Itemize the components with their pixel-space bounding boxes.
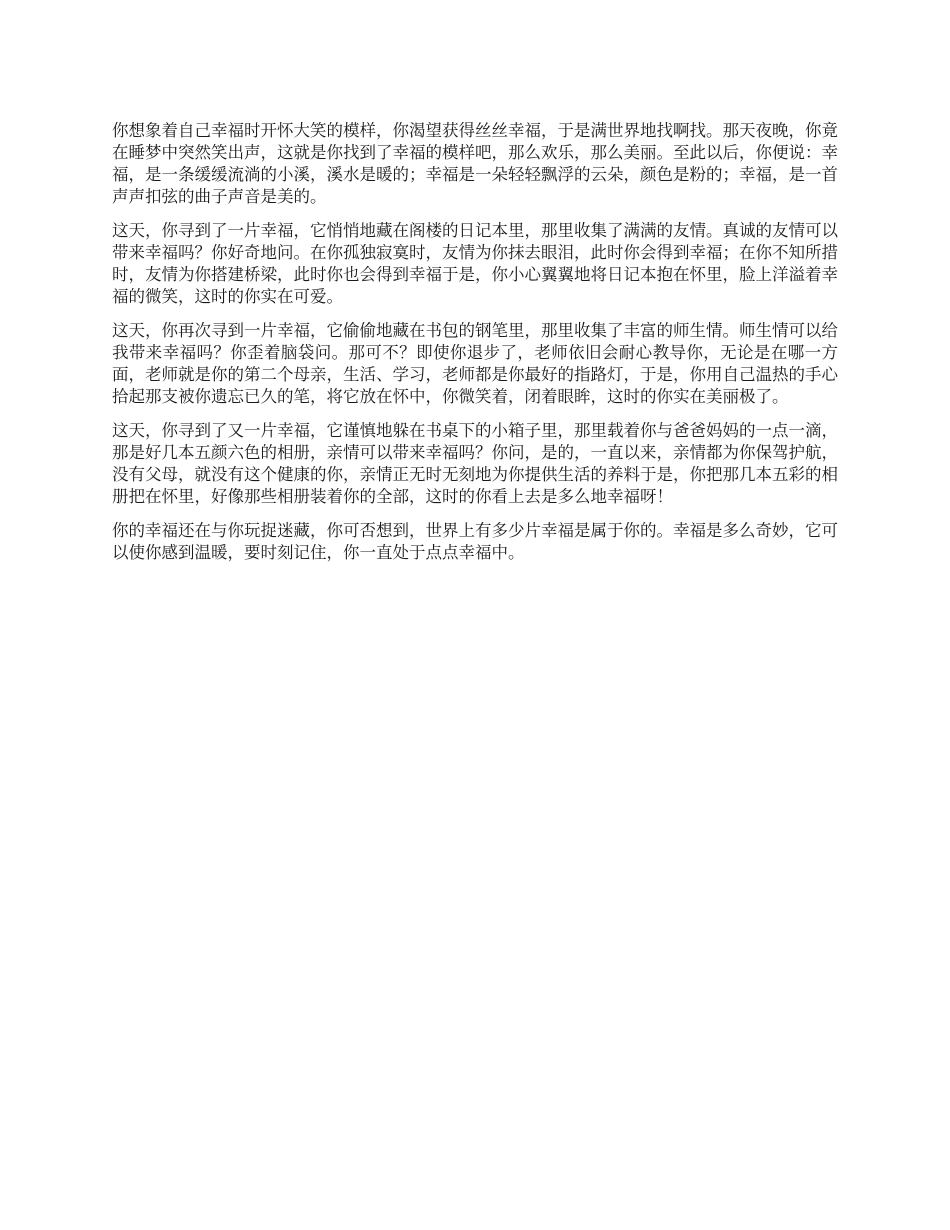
paragraph-4: 这天，你寻到了又一片幸福，它谨慎地躲在书桌下的小箱子里，那里载着你与爸爸妈妈的一点一滴，那是好几本五颜六色的相册，亲情可以带来幸福吗？你问，是的，一直以来，亲情都为你保驾护航，没有父母，就没有这个健康的你，亲情正无时无刻地为你提供生活的养料于是，你把那几本五彩的相册把在怀里，好像那些相册装着你的全部，这时的你看上去是多么地幸福呀！ <box>112 421 838 506</box>
document-body <box>112 120 838 576</box>
paragraph-5: 你的幸福还在与你玩捉迷藏，你可否想到，世界上有多少片幸福是属于你的。幸福是多么奇妙，它可以使你感到温暖，要时刻记住，你一直处于点点幸福中。 <box>112 521 838 562</box>
paragraph-1: 你想象着自己幸福时开怀大笑的模样，你渴望获得丝丝幸福，于是满世界地找啊找。那天夜晚，你竟在睡梦中突然笑出声，这就是你找到了幸福的模样吧，那么欢乐，那么美丽。至此以后，你便说：幸福，是一条缓缓流淌的小溪，溪水是暖的；幸福是一朵轻轻飘浮的云朵，颜色是粉的；幸福，是一首声声扣弦的曲子声音是美的。 <box>112 121 838 206</box>
paragraph-3: 这天，你再次寻到一片幸福，它偷偷地藏在书包的钢笔里，那里收集了丰富的师生情。师生情可以给我带来幸福吗？你歪着脑袋问。那可不？即使你退步了，老师依旧会耐心教导你，无论是在哪一方面，老师就是你的第二个母亲，生活、学习，老师都是你最好的指路灯，于是，你用自己温热的手心拾起那支被你遗忘已久的笔，将它放在怀中，你微笑着，闭着眼眸，这时的你实在美丽极了。 <box>112 321 838 406</box>
paragraph-2: 这天，你寻到了一片幸福，它悄悄地藏在阁楼的日记本里，那里收集了满满的友情。真诚的友情可以带来幸福吗？你好奇地问。在你孤独寂寞时，友情为你抹去眼泪，此时你会得到幸福；在你不知所措时，友情为你搭建桥梁，此时你也会得到幸福于是，你小心翼翼地将日记本抱在怀里，脸上洋溢着幸福的微笑，这时的你实在可爱。 <box>112 221 838 306</box>
